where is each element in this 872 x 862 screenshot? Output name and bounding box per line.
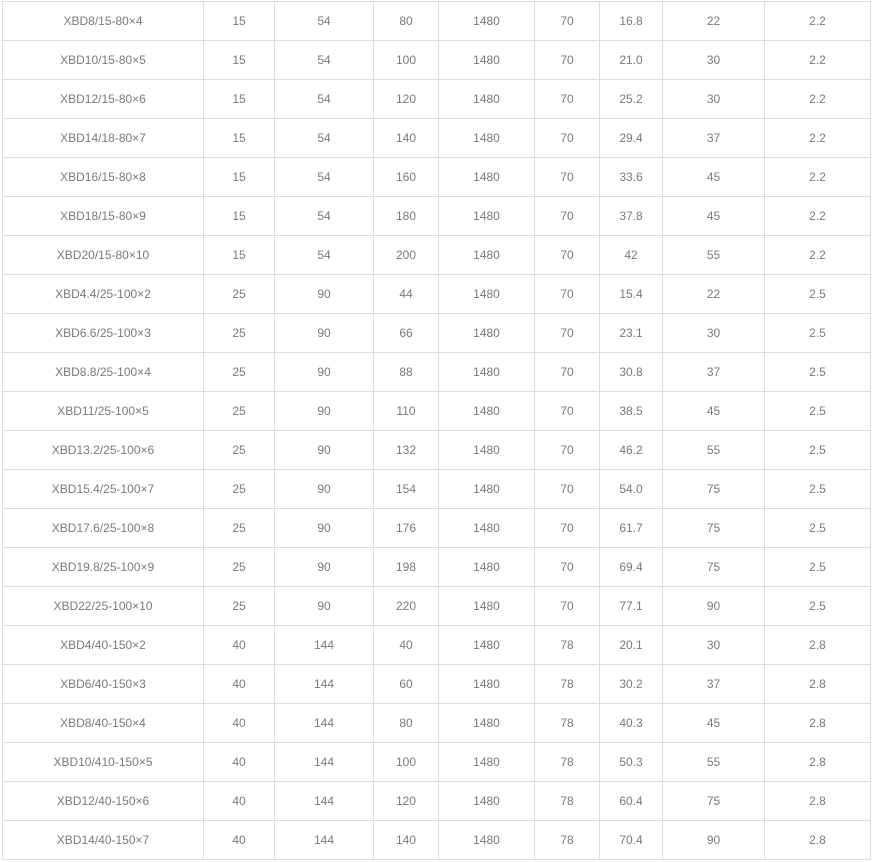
table-cell-npsh: 2.5 xyxy=(765,548,871,587)
table-row xyxy=(3,782,871,821)
table-cell-head: 80 xyxy=(374,704,439,743)
table-cell-flow: 25 xyxy=(204,509,275,548)
table-cell-motor-power: 75 xyxy=(663,509,765,548)
table-cell-efficiency: 78 xyxy=(535,743,600,782)
table-cell-power: 60.4 xyxy=(600,782,663,821)
table-cell-motor-power: 30 xyxy=(663,626,765,665)
pump-spec-table xyxy=(2,1,871,860)
table-cell-npsh: 2.8 xyxy=(765,665,871,704)
table-cell-power: 15.4 xyxy=(600,275,663,314)
table-cell-flow-m3h: 54 xyxy=(275,158,374,197)
table-cell-head: 200 xyxy=(374,236,439,275)
table-row xyxy=(3,626,871,665)
table-cell-speed: 1480 xyxy=(439,743,535,782)
table-row xyxy=(3,548,871,587)
table-cell-npsh: 2.2 xyxy=(765,197,871,236)
table-cell-model: XBD18/15-80×9 xyxy=(3,197,204,236)
table-cell-model: XBD12/15-80×6 xyxy=(3,80,204,119)
table-cell-flow: 15 xyxy=(204,236,275,275)
table-row xyxy=(3,431,871,470)
table-cell-efficiency: 78 xyxy=(535,626,600,665)
table-cell-flow-m3h: 144 xyxy=(275,743,374,782)
table-row xyxy=(3,41,871,80)
table-cell-npsh: 2.5 xyxy=(765,353,871,392)
table-row xyxy=(3,236,871,275)
table-cell-npsh: 2.8 xyxy=(765,704,871,743)
table-cell-flow: 15 xyxy=(204,41,275,80)
table-cell-motor-power: 55 xyxy=(663,743,765,782)
table-cell-head: 44 xyxy=(374,275,439,314)
table-cell-npsh: 2.5 xyxy=(765,275,871,314)
table-cell-motor-power: 55 xyxy=(663,236,765,275)
table-cell-power: 33.6 xyxy=(600,158,663,197)
table-cell-npsh: 2.8 xyxy=(765,743,871,782)
table-cell-npsh: 2.5 xyxy=(765,392,871,431)
table-cell-power: 54.0 xyxy=(600,470,663,509)
table-cell-head: 198 xyxy=(374,548,439,587)
table-cell-head: 60 xyxy=(374,665,439,704)
table-cell-model: XBD20/15-80×10 xyxy=(3,236,204,275)
table-cell-flow-m3h: 90 xyxy=(275,353,374,392)
table-row xyxy=(3,353,871,392)
table-cell-flow: 40 xyxy=(204,821,275,860)
table-cell-flow: 40 xyxy=(204,782,275,821)
table-cell-flow-m3h: 144 xyxy=(275,704,374,743)
table-cell-efficiency: 78 xyxy=(535,821,600,860)
table-cell-model: XBD14/18-80×7 xyxy=(3,119,204,158)
table-cell-model: XBD16/15-80×8 xyxy=(3,158,204,197)
table-cell-head: 120 xyxy=(374,782,439,821)
table-cell-motor-power: 90 xyxy=(663,821,765,860)
table-cell-power: 20.1 xyxy=(600,626,663,665)
table-cell-flow-m3h: 54 xyxy=(275,236,374,275)
table-cell-speed: 1480 xyxy=(439,158,535,197)
table-cell-flow: 25 xyxy=(204,431,275,470)
table-cell-motor-power: 22 xyxy=(663,2,765,41)
table-cell-speed: 1480 xyxy=(439,236,535,275)
table-row xyxy=(3,2,871,41)
table-cell-flow: 25 xyxy=(204,392,275,431)
table-cell-flow-m3h: 54 xyxy=(275,2,374,41)
table-cell-npsh: 2.2 xyxy=(765,2,871,41)
table-cell-model: XBD10/410-150×5 xyxy=(3,743,204,782)
table-cell-flow-m3h: 54 xyxy=(275,119,374,158)
table-cell-flow: 15 xyxy=(204,197,275,236)
table-cell-efficiency: 70 xyxy=(535,158,600,197)
table-cell-power: 61.7 xyxy=(600,509,663,548)
table-cell-power: 16.8 xyxy=(600,2,663,41)
table-cell-model: XBD19.8/25-100×9 xyxy=(3,548,204,587)
table-cell-speed: 1480 xyxy=(439,821,535,860)
table-cell-power: 70.4 xyxy=(600,821,663,860)
table-cell-speed: 1480 xyxy=(439,275,535,314)
table-cell-npsh: 2.5 xyxy=(765,431,871,470)
table-cell-motor-power: 45 xyxy=(663,392,765,431)
table-cell-flow: 40 xyxy=(204,704,275,743)
table-cell-head: 110 xyxy=(374,392,439,431)
table-cell-head: 88 xyxy=(374,353,439,392)
table-cell-motor-power: 22 xyxy=(663,275,765,314)
table-row xyxy=(3,743,871,782)
table-cell-motor-power: 37 xyxy=(663,665,765,704)
table-cell-efficiency: 70 xyxy=(535,587,600,626)
table-cell-npsh: 2.5 xyxy=(765,587,871,626)
table-cell-flow-m3h: 144 xyxy=(275,821,374,860)
table-cell-efficiency: 70 xyxy=(535,236,600,275)
table-cell-speed: 1480 xyxy=(439,665,535,704)
table-cell-speed: 1480 xyxy=(439,314,535,353)
table-cell-npsh: 2.8 xyxy=(765,821,871,860)
table-cell-speed: 1480 xyxy=(439,2,535,41)
table-cell-model: XBD14/40-150×7 xyxy=(3,821,204,860)
table-cell-motor-power: 30 xyxy=(663,80,765,119)
table-cell-flow: 15 xyxy=(204,158,275,197)
table-row xyxy=(3,587,871,626)
table-cell-flow-m3h: 90 xyxy=(275,431,374,470)
table-cell-efficiency: 70 xyxy=(535,509,600,548)
table-cell-motor-power: 37 xyxy=(663,119,765,158)
table-cell-power: 29.4 xyxy=(600,119,663,158)
table-cell-head: 132 xyxy=(374,431,439,470)
table-cell-efficiency: 70 xyxy=(535,41,600,80)
table-cell-head: 66 xyxy=(374,314,439,353)
table-row xyxy=(3,119,871,158)
table-cell-npsh: 2.8 xyxy=(765,626,871,665)
table-cell-npsh: 2.2 xyxy=(765,80,871,119)
table-cell-flow: 15 xyxy=(204,119,275,158)
table-cell-speed: 1480 xyxy=(439,41,535,80)
table-body xyxy=(3,2,871,860)
table-cell-npsh: 2.2 xyxy=(765,158,871,197)
table-cell-motor-power: 75 xyxy=(663,548,765,587)
table-cell-head: 100 xyxy=(374,41,439,80)
table-cell-flow: 25 xyxy=(204,548,275,587)
table-cell-flow: 40 xyxy=(204,743,275,782)
table-cell-flow-m3h: 90 xyxy=(275,548,374,587)
table-cell-flow: 25 xyxy=(204,353,275,392)
table-cell-power: 30.2 xyxy=(600,665,663,704)
table-cell-model: XBD11/25-100×5 xyxy=(3,392,204,431)
table-cell-npsh: 2.5 xyxy=(765,509,871,548)
table-cell-efficiency: 70 xyxy=(535,392,600,431)
table-cell-power: 46.2 xyxy=(600,431,663,470)
table-cell-npsh: 2.8 xyxy=(765,782,871,821)
table-cell-flow-m3h: 90 xyxy=(275,587,374,626)
table-cell-flow: 40 xyxy=(204,626,275,665)
table-cell-flow: 25 xyxy=(204,314,275,353)
table-row xyxy=(3,470,871,509)
table-row xyxy=(3,314,871,353)
table-cell-flow-m3h: 90 xyxy=(275,509,374,548)
table-cell-motor-power: 37 xyxy=(663,353,765,392)
table-cell-speed: 1480 xyxy=(439,509,535,548)
table-cell-efficiency: 70 xyxy=(535,548,600,587)
table-cell-motor-power: 45 xyxy=(663,197,765,236)
table-cell-npsh: 2.5 xyxy=(765,314,871,353)
table-cell-head: 160 xyxy=(374,158,439,197)
table-row xyxy=(3,275,871,314)
table-cell-motor-power: 55 xyxy=(663,431,765,470)
table-cell-model: XBD8.8/25-100×4 xyxy=(3,353,204,392)
table-cell-power: 25.2 xyxy=(600,80,663,119)
table-cell-model: XBD8/15-80×4 xyxy=(3,2,204,41)
table-cell-head: 80 xyxy=(374,2,439,41)
table-cell-head: 176 xyxy=(374,509,439,548)
table-cell-speed: 1480 xyxy=(439,80,535,119)
table-cell-speed: 1480 xyxy=(439,392,535,431)
table-row xyxy=(3,197,871,236)
table-cell-flow-m3h: 54 xyxy=(275,41,374,80)
table-cell-speed: 1480 xyxy=(439,353,535,392)
table-row xyxy=(3,665,871,704)
table-cell-npsh: 2.5 xyxy=(765,470,871,509)
table-cell-efficiency: 70 xyxy=(535,80,600,119)
table-cell-motor-power: 30 xyxy=(663,41,765,80)
table-cell-efficiency: 70 xyxy=(535,119,600,158)
table-cell-speed: 1480 xyxy=(439,431,535,470)
table-cell-head: 100 xyxy=(374,743,439,782)
table-cell-model: XBD4.4/25-100×2 xyxy=(3,275,204,314)
table-cell-npsh: 2.2 xyxy=(765,41,871,80)
table-cell-efficiency: 70 xyxy=(535,314,600,353)
table-cell-efficiency: 70 xyxy=(535,2,600,41)
table-cell-flow-m3h: 144 xyxy=(275,626,374,665)
table-cell-flow: 15 xyxy=(204,2,275,41)
table-cell-efficiency: 78 xyxy=(535,704,600,743)
table-cell-flow: 15 xyxy=(204,80,275,119)
table-cell-efficiency: 70 xyxy=(535,197,600,236)
table-cell-power: 21.0 xyxy=(600,41,663,80)
table-cell-head: 140 xyxy=(374,119,439,158)
table-cell-motor-power: 75 xyxy=(663,782,765,821)
table-cell-speed: 1480 xyxy=(439,626,535,665)
table-row xyxy=(3,158,871,197)
table-cell-motor-power: 90 xyxy=(663,587,765,626)
table-cell-flow-m3h: 144 xyxy=(275,782,374,821)
table-cell-speed: 1480 xyxy=(439,704,535,743)
table-cell-power: 69.4 xyxy=(600,548,663,587)
table-row xyxy=(3,392,871,431)
table-cell-flow-m3h: 54 xyxy=(275,197,374,236)
table-cell-flow-m3h: 144 xyxy=(275,665,374,704)
table-cell-speed: 1480 xyxy=(439,548,535,587)
table-cell-power: 50.3 xyxy=(600,743,663,782)
table-cell-power: 42 xyxy=(600,236,663,275)
table-cell-head: 154 xyxy=(374,470,439,509)
table-cell-flow-m3h: 54 xyxy=(275,80,374,119)
table-row xyxy=(3,821,871,860)
table-cell-flow: 25 xyxy=(204,275,275,314)
table-cell-efficiency: 70 xyxy=(535,353,600,392)
table-cell-speed: 1480 xyxy=(439,782,535,821)
table-cell-model: XBD22/25-100×10 xyxy=(3,587,204,626)
table-cell-flow: 25 xyxy=(204,470,275,509)
table-cell-head: 220 xyxy=(374,587,439,626)
table-cell-motor-power: 45 xyxy=(663,158,765,197)
table-cell-speed: 1480 xyxy=(439,119,535,158)
table-cell-flow: 25 xyxy=(204,587,275,626)
table-cell-flow-m3h: 90 xyxy=(275,392,374,431)
table-cell-efficiency: 78 xyxy=(535,665,600,704)
table-cell-speed: 1480 xyxy=(439,470,535,509)
table-cell-model: XBD17.6/25-100×8 xyxy=(3,509,204,548)
table-cell-model: XBD6/40-150×3 xyxy=(3,665,204,704)
table-cell-model: XBD8/40-150×4 xyxy=(3,704,204,743)
table-cell-power: 40.3 xyxy=(600,704,663,743)
table-cell-efficiency: 70 xyxy=(535,275,600,314)
table-cell-efficiency: 78 xyxy=(535,782,600,821)
table-cell-head: 140 xyxy=(374,821,439,860)
table-cell-efficiency: 70 xyxy=(535,431,600,470)
table-cell-model: XBD6.6/25-100×3 xyxy=(3,314,204,353)
table-cell-model: XBD4/40-150×2 xyxy=(3,626,204,665)
table-cell-flow-m3h: 90 xyxy=(275,314,374,353)
table-row xyxy=(3,704,871,743)
table-cell-power: 77.1 xyxy=(600,587,663,626)
table-cell-model: XBD10/15-80×5 xyxy=(3,41,204,80)
table-cell-power: 38.5 xyxy=(600,392,663,431)
table-cell-head: 40 xyxy=(374,626,439,665)
table-cell-speed: 1480 xyxy=(439,587,535,626)
table-cell-flow-m3h: 90 xyxy=(275,275,374,314)
table-cell-motor-power: 75 xyxy=(663,470,765,509)
table-cell-head: 120 xyxy=(374,80,439,119)
table-cell-model: XBD15.4/25-100×7 xyxy=(3,470,204,509)
table-cell-efficiency: 70 xyxy=(535,470,600,509)
table-cell-power: 37.8 xyxy=(600,197,663,236)
table-cell-power: 30.8 xyxy=(600,353,663,392)
table-cell-flow: 40 xyxy=(204,665,275,704)
table-row xyxy=(3,80,871,119)
table-cell-model: XBD13.2/25-100×6 xyxy=(3,431,204,470)
table-cell-speed: 1480 xyxy=(439,197,535,236)
table-cell-motor-power: 30 xyxy=(663,314,765,353)
table-cell-power: 23.1 xyxy=(600,314,663,353)
table-row xyxy=(3,509,871,548)
table-cell-npsh: 2.2 xyxy=(765,119,871,158)
table-cell-flow-m3h: 90 xyxy=(275,470,374,509)
table-cell-npsh: 2.2 xyxy=(765,236,871,275)
table-cell-model: XBD12/40-150×6 xyxy=(3,782,204,821)
table-cell-head: 180 xyxy=(374,197,439,236)
table-cell-motor-power: 45 xyxy=(663,704,765,743)
